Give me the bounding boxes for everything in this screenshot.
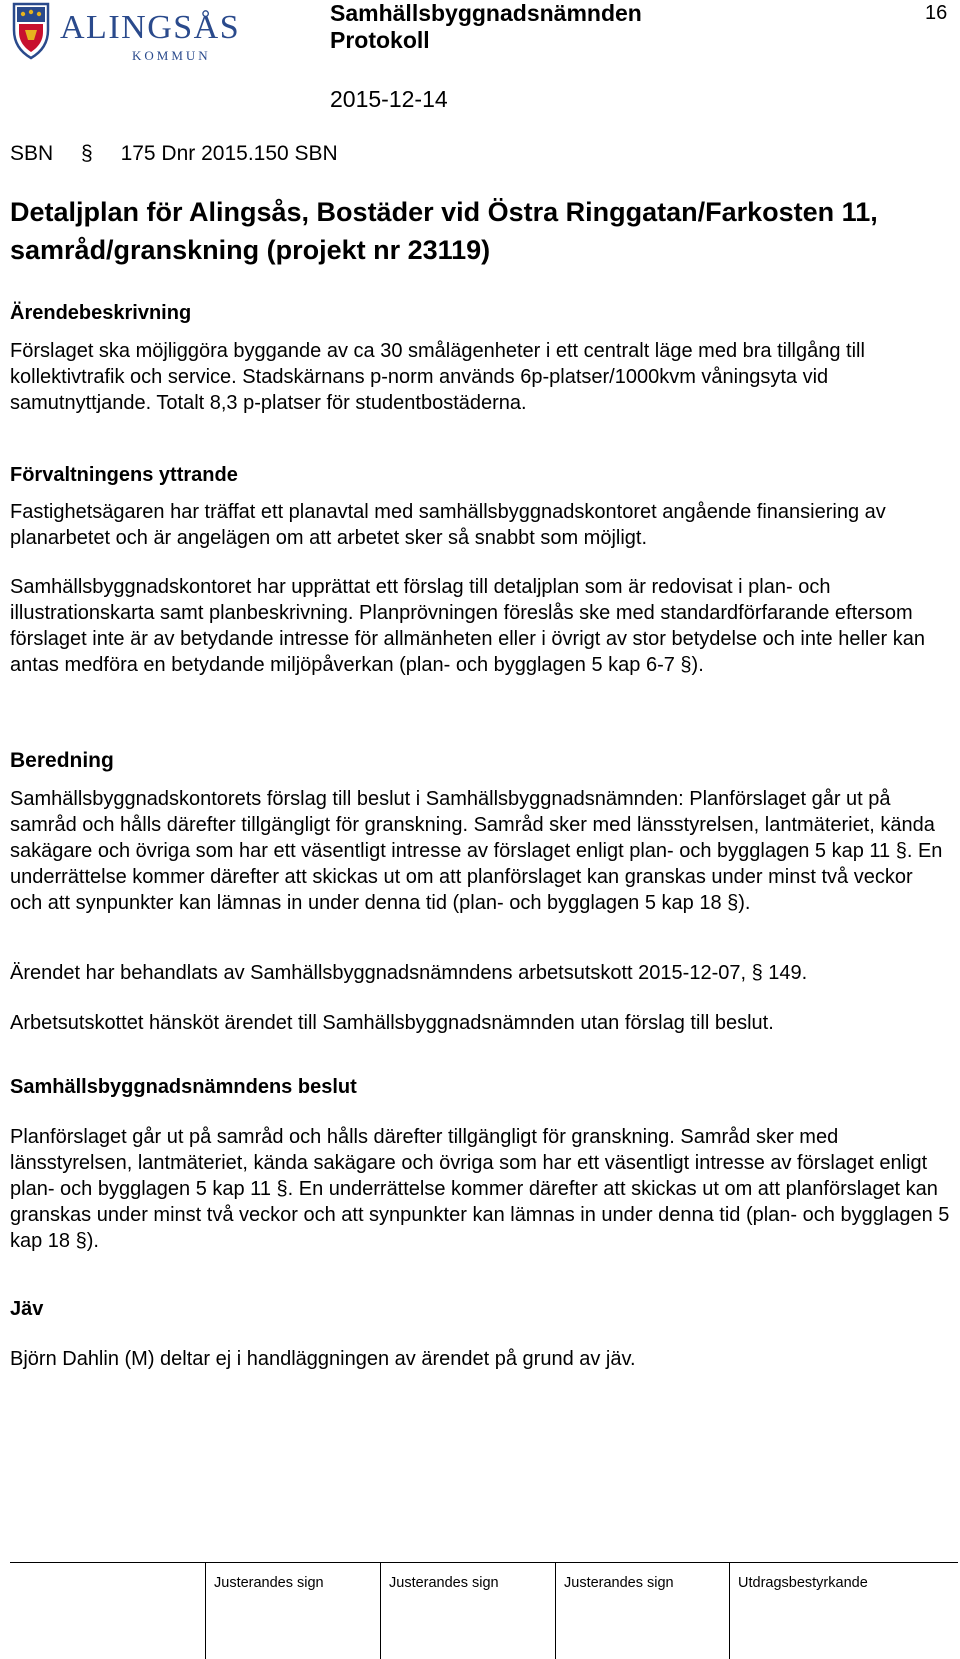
- footer-rule: [10, 1562, 958, 1563]
- heading-beslut: Samhällsbyggnadsnämndens beslut: [10, 1076, 357, 1098]
- signature-field-1: Justerandes sign: [214, 1575, 324, 1591]
- forvaltning-paragraph-1: Fastighetsägaren har träffat ett planavtal med samhällsbyggnadskontoret angående finansiering av planarbetet och är angelägen om att arbetet sker så snabbt som möjligt.: [10, 501, 886, 549]
- committee-name: Samhällsbyggnadsnämnden: [330, 0, 642, 26]
- beredning-paragraph-2: Ärendet har behandlats av Samhällsbyggnadsnämndens arbetsutskott 2015-12-07, § 149.: [10, 962, 808, 984]
- forvaltning-paragraph-2: Samhällsbyggnadskontoret har upprättat ett förslag till detaljplan som är redovisat i plan- och illustrationskarta samt planbeskrivning. Planprövningen föreslås ske med standardförfarande eftersom förslaget inte är av betydande intresse för allmänheten eller i övrigt av stor betydelse och inte heller kan antas medföra en betydande miljöpåverkan (plan- och bygglagen 5 kap 6-7 §).: [10, 576, 925, 676]
- heading-beredning: Beredning: [10, 749, 114, 772]
- footer-divider: [380, 1562, 381, 1659]
- document-type: Protokoll: [330, 27, 430, 53]
- extract-certification-field: Utdragsbestyrkande: [738, 1575, 868, 1591]
- footer-divider: [729, 1562, 730, 1659]
- arendebeskrivning-text: Förslaget ska möjliggöra byggande av ca 30 smålägenheter i ett centralt läge med bra tillgång till kollektivtrafik och service. Stadskärnans p-norm används 6p-platser/1000kvm våningsyta vid samutnyttjande. Totalt 8,3 p-platser för studentbostäderna.: [10, 340, 865, 414]
- case-ref-org: SBN: [10, 142, 54, 165]
- beredning-paragraph-1: Samhällsbyggnadskontorets förslag till beslut i Samhällsbyggnadsnämnden: Planförslaget går ut på samråd och hålls därefter tillgängligt för granskning. Samråd sker med länsstyrelsen, lantmäteriet, kända sakägare och övriga som har ett väsentligt intresse av förslaget enligt plan- och bygglagen 5 kap 11 §. En underrättelse kommer därefter att skickas ut om att planförslaget kan granskas under minst två veckor och att synpunkter kan lämnas in under denna tid (plan- och bygglagen 5 kap 18 §).: [10, 788, 943, 914]
- beredning-paragraph-3: Arbetsutskottet hänsköt ärendet till Samhällsbyggnadsnämnden utan förslag till beslut.: [10, 1012, 774, 1034]
- meeting-date: 2015-12-14: [330, 86, 448, 112]
- logo-name: ALINGSÅS: [60, 9, 241, 46]
- heading-arendebeskrivning: Ärendebeskrivning: [10, 302, 192, 324]
- footer-divider: [205, 1562, 206, 1659]
- signature-field-3: Justerandes sign: [564, 1575, 674, 1591]
- paragraph-sign: §: [81, 142, 93, 165]
- footer-divider: [555, 1562, 556, 1659]
- alingsas-kommun-logo: [10, 0, 290, 70]
- logo-sub: KOMMUN: [132, 48, 211, 63]
- page-number: 16: [925, 2, 948, 24]
- jav-text: Björn Dahlin (M) deltar ej i handläggningen av ärendet på grund av jäv.: [10, 1348, 636, 1370]
- beslut-text: Planförslaget går ut på samråd och hålls därefter tillgängligt för granskning. Samråd sker med länsstyrelsen, lantmäteriet, kända sakägare och övriga som har ett väsentligt intresse av förslaget enligt plan- och bygglagen 5 kap 11 §. En underrättelse kommer därefter att skickas ut om att planförslaget kan granskas under minst två veckor och att synpunkter kan lämnas in under denna tid (plan- och bygglagen 5 kap 18 §).: [10, 1126, 950, 1252]
- case-title: Detaljplan för Alingsås, Bostäder vid Östra Ringgatan/Farkosten 11, samråd/granskning (projekt nr 23119): [10, 197, 878, 265]
- case-reference: [10, 141, 338, 167]
- signature-field-2: Justerandes sign: [389, 1575, 499, 1591]
- coat-of-arms-icon: [14, 4, 48, 58]
- heading-jav: Jäv: [10, 1298, 44, 1320]
- case-ref-number: 175 Dnr 2015.150 SBN: [120, 142, 338, 165]
- heading-forvaltningens-yttrande: Förvaltningens yttrande: [10, 464, 238, 486]
